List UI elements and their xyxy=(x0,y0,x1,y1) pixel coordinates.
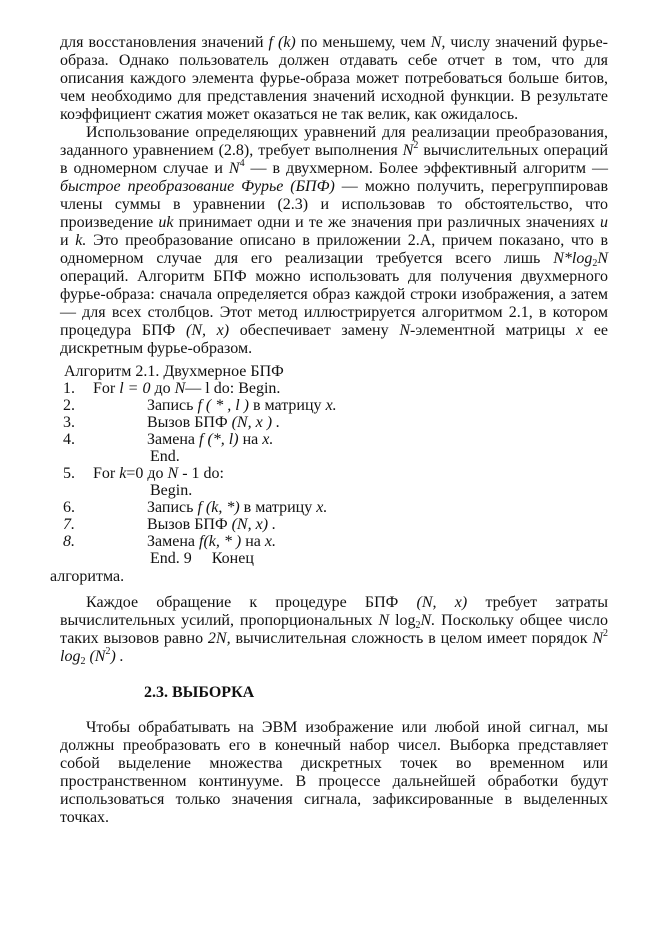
subscript: 2 xyxy=(592,258,598,269)
text: ) . xyxy=(110,648,124,665)
algorithm-line xyxy=(60,550,608,567)
text: операций. Алгоритм БПФ можно использовать для получения двухмерного фурье-образа: сначала определяется образ каждой строки изображения, а затем — для всех столбцов. Этот метод иллюстрируется алгоритмом 2.1, в котором процедура БПФ xyxy=(60,268,608,339)
symbol-N: N xyxy=(399,322,410,339)
text: log xyxy=(389,612,416,629)
symbol-N: N, xyxy=(430,34,446,51)
symbol-2N: 2N, xyxy=(207,630,231,647)
text: требует затраты вычислительных усилий, пропорциональных xyxy=(60,594,608,629)
line-text: Вызов БПФ (N, x) . xyxy=(147,516,277,533)
line-number: 6. xyxy=(63,499,75,516)
algorithm-line xyxy=(60,482,608,499)
line-number: 5. xyxy=(63,465,75,482)
line-text: Вызов БПФ (N, x ) . xyxy=(147,414,281,431)
symbol-N: N xyxy=(228,160,240,177)
text: по меньшему, чем xyxy=(295,34,431,51)
line-text: Запись f ( * , l ) в матрицу x. xyxy=(147,397,337,414)
symbol-N: N xyxy=(402,142,414,159)
subscript: 2 xyxy=(80,656,86,667)
text: Использование определяющих уравнений для реализации преобразования, заданного уравнением (2.8), требует выполнения xyxy=(60,124,608,159)
text: вычислительных операций в одномерном случае и xyxy=(60,142,609,177)
algorithm-title: Алгоритм 2.1. Двухмерное БПФ xyxy=(64,363,284,380)
line-text: For l = 0 до N— l do: Begin. xyxy=(93,380,281,397)
algorithm-trailer: алгоритма. xyxy=(50,568,125,585)
line-number: 8. xyxy=(63,533,75,550)
symbol-N: N xyxy=(597,250,608,267)
paragraph-continuation xyxy=(60,34,608,124)
algorithm-line xyxy=(60,431,608,448)
line-number: 3. xyxy=(63,414,75,431)
text: принимает одни и те же значения при различных значениях xyxy=(173,214,600,231)
text: Поскольку общее число таких вызовов равно xyxy=(60,612,609,647)
line-text: Запись f (k, *) в матрицу x. xyxy=(147,499,328,516)
subscript: 2 xyxy=(415,620,421,631)
text: -элементной матрицы xyxy=(409,322,577,339)
line-number: 7. xyxy=(63,516,75,533)
exponent: 2 xyxy=(105,646,111,657)
line-number: 2. xyxy=(63,397,75,414)
paragraph-complexity xyxy=(60,594,608,666)
text: Каждое обращение к процедуре БПФ xyxy=(86,594,417,611)
document-page xyxy=(50,34,609,827)
line-text: End. 9 Конец xyxy=(150,550,254,567)
exponent: 2 xyxy=(413,140,419,151)
line-number: 4. xyxy=(63,431,75,448)
algorithm-line xyxy=(60,499,608,516)
symbol-N: N xyxy=(378,612,390,629)
algorithm-listing xyxy=(50,363,608,586)
symbol-x: x xyxy=(576,322,584,339)
section-heading: 2.3. ВЫБОРКА xyxy=(144,684,255,701)
algorithm-line xyxy=(60,465,608,482)
paragraph-fft xyxy=(60,124,608,358)
formula-Nx: (N, x) xyxy=(186,322,230,339)
line-text: For k=0 до N - 1 do: xyxy=(93,465,224,482)
text: — можно получить, перегруппировав члены суммы в уравнении (2.3) и использовав то обстоятельство, что произведение xyxy=(60,178,608,231)
text: и xyxy=(60,232,76,249)
algorithm-line xyxy=(60,397,608,414)
symbol-N: N. xyxy=(420,612,436,629)
exponent: 4 xyxy=(239,158,245,169)
symbol-N: (N xyxy=(85,648,106,665)
exponent: 2 xyxy=(603,628,609,639)
text: — в двухмерном. Более эффективный алгоритм — xyxy=(244,160,609,177)
algorithm-line xyxy=(60,533,608,550)
term-fft: быстрое преобразование Фурье (БПФ) xyxy=(60,178,335,195)
text: для восстановления значений xyxy=(60,34,269,51)
symbol-uk: uk xyxy=(158,214,174,231)
algorithm-line xyxy=(60,516,608,533)
formula-nlog: N*log xyxy=(553,250,593,267)
text: log xyxy=(60,648,81,665)
text: ее дискретным фурье-образом. xyxy=(60,322,609,357)
line-text: Замена f (*, l) на x. xyxy=(147,431,274,448)
text: Это преобразование описано в приложении 2.А, причем показано, что в одномерном случае для его реализации требуется всего лишь xyxy=(60,232,608,267)
algorithm-line xyxy=(60,414,608,431)
symbol-u: u xyxy=(600,214,608,231)
algorithm-line xyxy=(60,380,608,397)
text: вычислительная сложность в целом имеет порядок xyxy=(230,630,593,647)
text: обеспечивает замену xyxy=(229,322,400,339)
symbol-N: N xyxy=(592,630,604,647)
line-text: End. xyxy=(150,448,180,465)
symbol-k: k. xyxy=(75,232,87,249)
line-number: 1. xyxy=(63,380,75,397)
paragraph-sampling: Чтобы обрабатывать на ЭВМ изображение или любой иной сигнал, мы должны преобразовать его в конечный набор чисел. Выборка представляет собой выделение множества дискретных точек во временном или пространственном континууме. В процессе дальнейшей обработки будут использоваться только значения сигнала, зафиксированные в выделенных точках. xyxy=(60,719,608,826)
formula-fk: f (k) xyxy=(268,34,296,51)
algorithm-line xyxy=(60,448,608,465)
formula-Nx: (N, x) xyxy=(416,594,468,611)
text: числу значений фурье-образа. Однако пользователь должен отдавать себе отчет в том, что для описания каждого элемента фурье-образа может потребоваться больше битов, чем необходимо для представления значений исходной функции. В результате коэффициент сжатия может оказаться не так велик, как ожидалось. xyxy=(60,34,608,123)
line-text: Begin. xyxy=(150,482,193,499)
line-text: Замена f(k, * ) на x. xyxy=(147,533,276,550)
